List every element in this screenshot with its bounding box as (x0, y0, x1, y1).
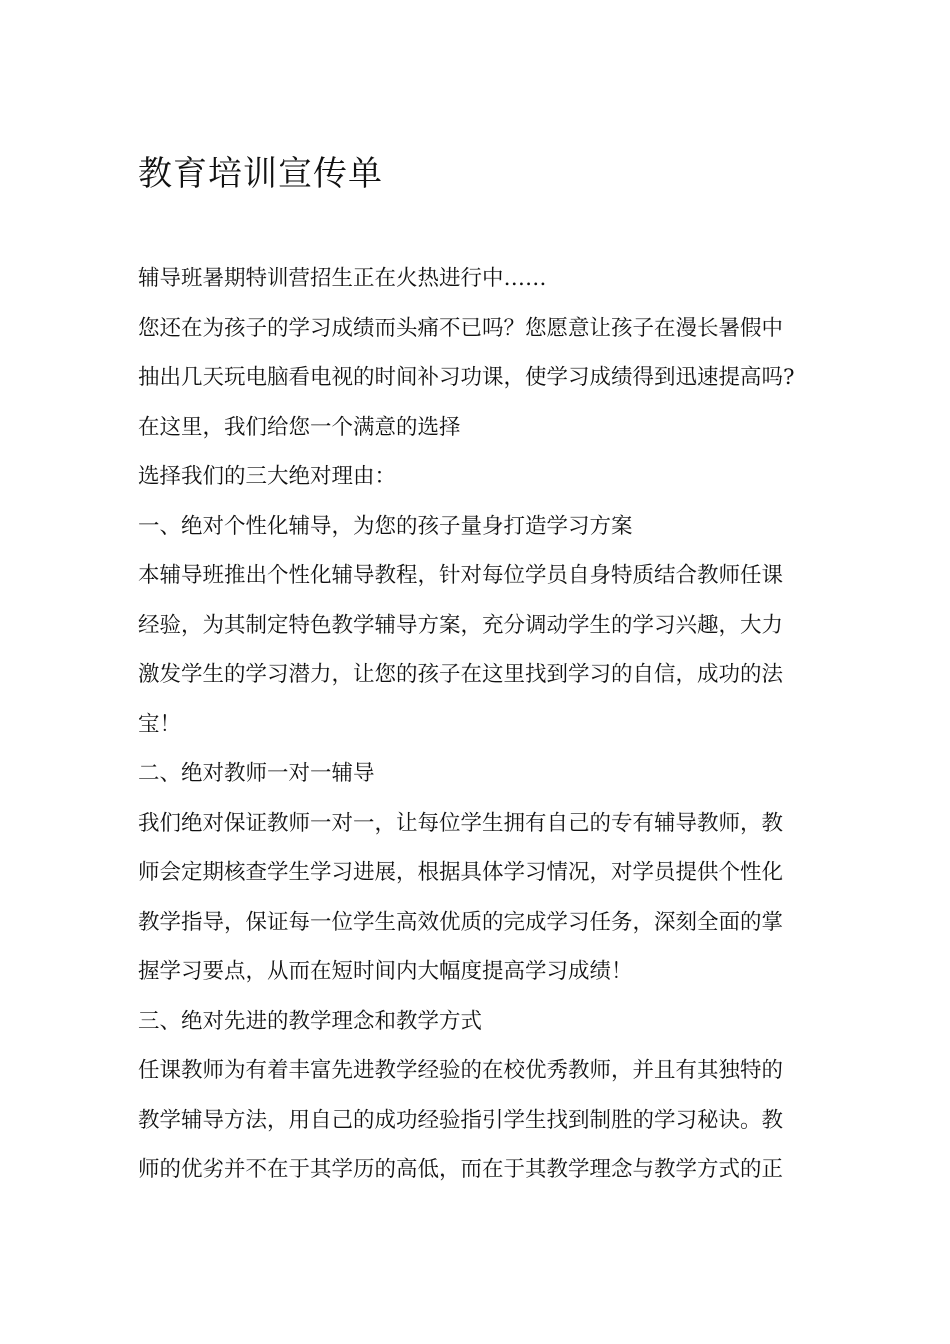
section-intro-heading: 选择我们的三大绝对理由： (138, 464, 397, 489)
text-line: 师的优劣并不在于其学历的高低，而在于其教学理念与教学方式的正 (138, 1157, 784, 1182)
page-title: 教育培训宣传单 (138, 154, 383, 194)
text-line: 您还在为孩子的学习成绩而头痛不已吗？您愿意让孩子在漫长暑假中 (138, 315, 784, 341)
text-line: 教学指导，保证每一位学生高效优质的完成学习任务，深刻全面的掌 (138, 909, 784, 935)
text-line: 教学辅导方法，用自己的成功经验指引学生找到制胜的学习秘诀。教 (138, 1107, 784, 1133)
document-body (138, 254, 828, 1195)
text-line: 在这里，我们给您一个满意的选择 (138, 414, 461, 440)
text-line: 宝！ (138, 711, 182, 737)
text-line: 任课教师为有着丰富先进教学经验的在校优秀教师，并且有其独特的 (138, 1058, 784, 1083)
section-heading-1: 一、绝对个性化辅导，为您的孩子量身打造学习方案 (138, 513, 633, 539)
text-line: 抽出几天玩电脑看电视的时间补习功课，使学习成绩得到迅速提高吗? (138, 365, 795, 390)
section-heading-3: 三、绝对先进的教学理念和教学方式 (138, 1008, 483, 1034)
text-line: 经验，为其制定特色教学辅导方案，充分调动学生的学习兴趣，大力 (138, 612, 784, 638)
text-line: 辅导班暑期特训营招生正在火热进行中…… (138, 266, 547, 291)
text-line: 师会定期核查学生学习进展，根据具体学习情况，对学员提供个性化 (138, 860, 784, 885)
text-line: 我们绝对保证教师一对一，让每位学生拥有自己的专有辅导教师，教 (138, 810, 784, 836)
text-line: 握学习要点，从而在短时间内大幅度提高学习成绩！ (138, 959, 633, 984)
section-heading-2: 二、绝对教师一对一辅导 (138, 761, 375, 786)
text-line: 激发学生的学习潜力，让您的孩子在这里找到学习的自信，成功的法 (138, 662, 784, 687)
text-line: 本辅导班推出个性化辅导教程，针对每位学员自身特质结合教师任课 (138, 563, 784, 588)
